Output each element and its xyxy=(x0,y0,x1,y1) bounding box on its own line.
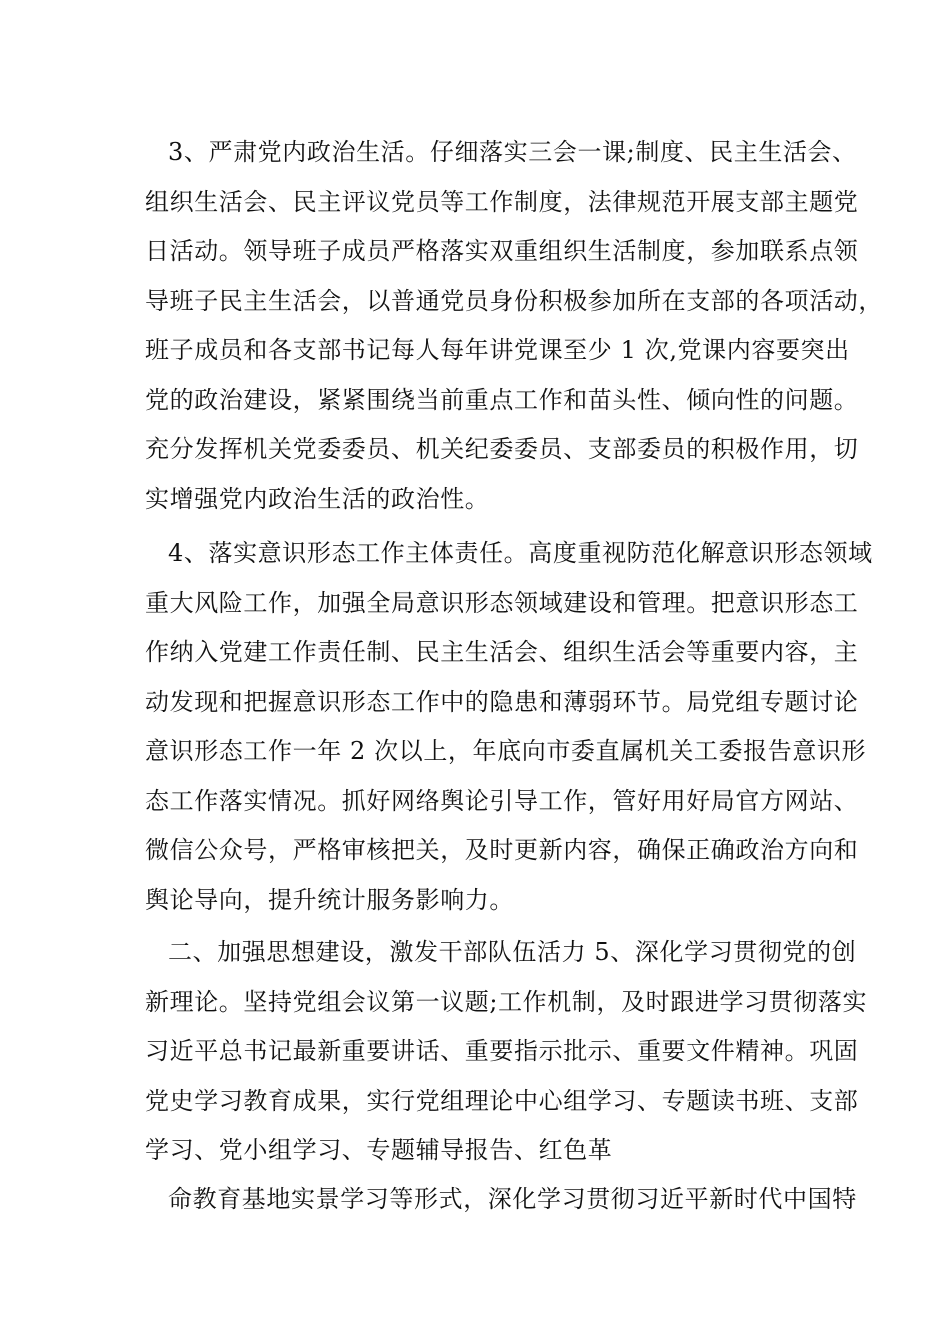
paragraph-4-line-4: 动发现和把握意识形态工作中的隐患和薄弱环节。局党组专题讨论 xyxy=(145,688,859,716)
paragraph-3-line-8: 实增强党内政治生活的政治性。 xyxy=(145,485,490,513)
section-2-line-3: 习近平总书记最新重要讲话、重要指示批示、重要文件精神。巩固 xyxy=(145,1037,859,1065)
section-2-line-4: 党史学习教育成果，实行党组理论中心组学习、专题读书班、支部 xyxy=(145,1087,859,1115)
paragraph-4-line-3: 作纳入党建工作责任制、民主生活会、组织生活会等重要内容，主 xyxy=(145,638,859,666)
section-2-line-5: 学习、党小组学习、专题辅导报告、红色革 xyxy=(145,1136,613,1164)
paragraph-4-line-1: 4、落实意识形态工作主体责任。高度重视防范化解意识形态领域 xyxy=(168,539,873,567)
paragraph-3-line-7: 充分发挥机关党委委员、机关纪委委员、支部委员的积极作用，切 xyxy=(145,435,859,463)
paragraph-3-line-3: 日活动。领导班子成员严格落实双重组织生活制度，参加联系点领 xyxy=(145,237,859,265)
paragraph-4-line-5: 意识形态工作一年 2 次以上，年底向市委直属机关工委报告意识形 xyxy=(145,737,867,765)
paragraph-4-line-2: 重大风险工作，加强全局意识形态领域建设和管理。把意识形态工 xyxy=(145,589,859,617)
paragraph-3-line-6: 党的政治建设，紧紧围绕当前重点工作和苗头性、倾向性的问题。 xyxy=(145,386,859,414)
section-2-line-2: 新理论。坚持党组会议第一议题;工作机制，及时跟进学习贯彻落实 xyxy=(145,988,868,1016)
paragraph-4-line-6: 态工作落实情况。抓好网络舆论引导工作，管好用好局官方网站、 xyxy=(145,787,859,815)
paragraph-4-line-8: 舆论导向，提升统计服务影响力。 xyxy=(145,886,514,914)
paragraph-4-line-7: 微信公众号，严格审核把关，及时更新内容，确保正确政治方向和 xyxy=(145,836,859,864)
paragraph-3-line-4: 导班子民主生活会，以普通党员身份积极参加所在支部的各项活动， xyxy=(145,287,883,315)
paragraph-3-line-2: 组织生活会、民主评议党员等工作制度，法律规范开展支部主题党 xyxy=(145,188,859,216)
continuation-line-1: 命教育基地实景学习等形式，深化学习贯彻习近平新时代中国特 xyxy=(168,1185,857,1213)
section-2-line-1: 二、加强思想建设，激发干部队伍活力 5、深化学习贯彻党的创 xyxy=(168,938,857,966)
paragraph-3-line-1: 3、严肃党内政治生活。仔细落实三会一课;制度、民主生活会、 xyxy=(168,138,857,166)
paragraph-3-line-5: 班子成员和各支部书记每人每年讲党课至少 1 次,党课内容要突出 xyxy=(145,336,850,364)
